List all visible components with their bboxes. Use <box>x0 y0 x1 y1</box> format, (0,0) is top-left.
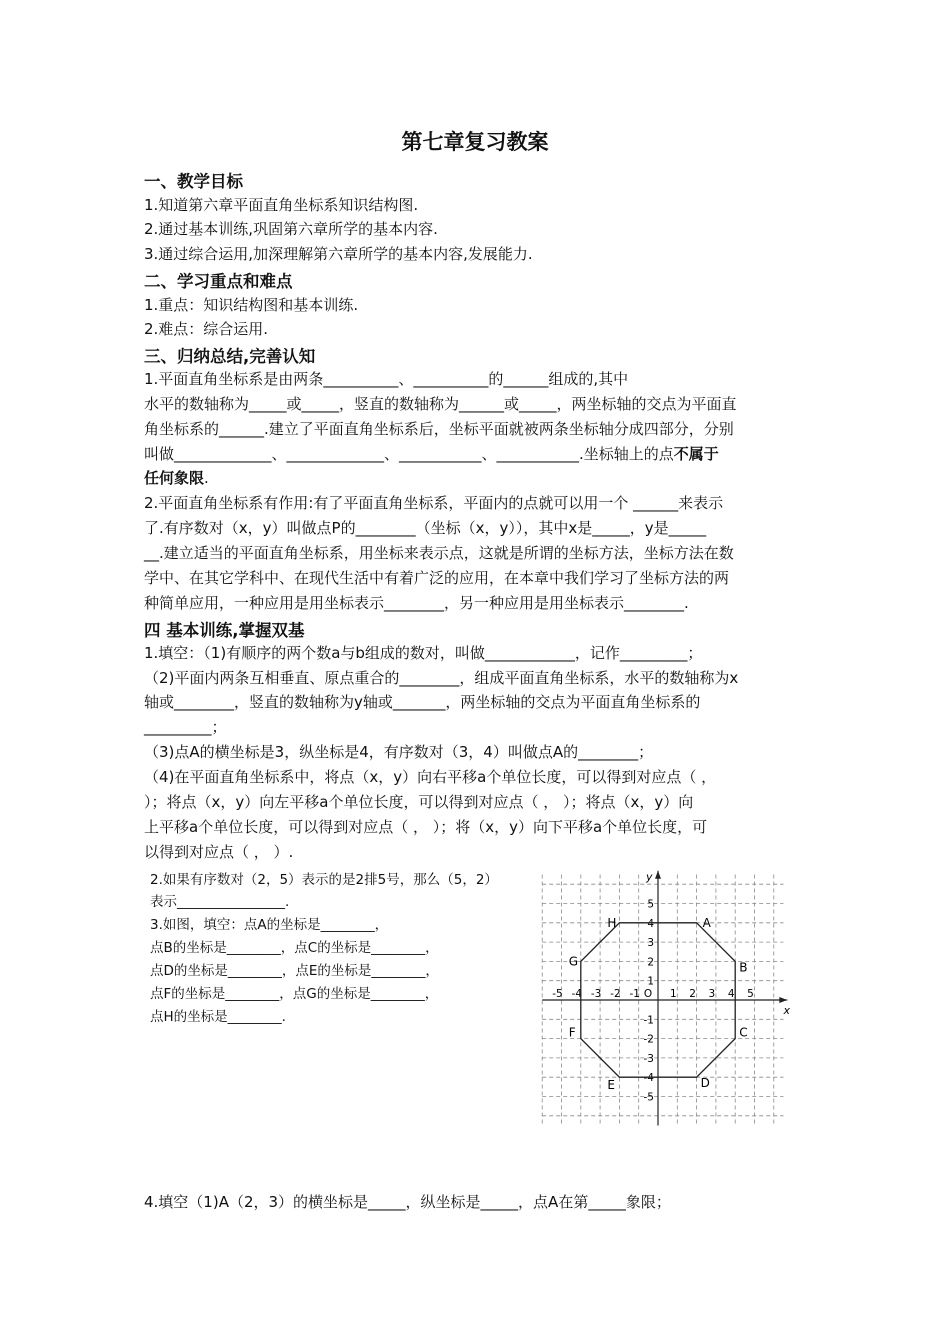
summary-line: __.建立适当的平面直角坐标系，用坐标来表示点，这就是所谓的坐标方法，坐标方法在数 <box>144 544 734 562</box>
x-tick-label: -1 <box>629 988 640 1000</box>
exercise-line: （4)在平面直角坐标系中，将点（x，y）向右平移a个单位长度，可以得到对应点（ ， <box>144 768 717 786</box>
bold-term: 不属于 <box>673 445 719 463</box>
x-axis-label: x <box>783 1004 790 1017</box>
y-axis-arrow <box>655 871 661 879</box>
y-tick-label: -1 <box>643 1014 654 1027</box>
section-3-heading: 三、归纳总结,完善认知 <box>144 347 316 366</box>
question-2: 2.如果有序数对（2，5）表示的是2排5号，那么（5，2） <box>150 872 498 888</box>
x-tick-label: 5 <box>747 988 754 1000</box>
vertex-label: C <box>739 1025 748 1040</box>
vertex-label: F <box>568 1025 576 1040</box>
summary-line: 角坐标系的______.建立了平面直角坐标系后，坐标平面就被两条坐标轴分成四部分，分别 <box>144 420 734 438</box>
x-tick-label: 4 <box>727 988 735 1000</box>
vertex-label: D <box>700 1076 710 1091</box>
x-tick-label: 3 <box>708 988 716 1000</box>
exercise-line: ）；将点（x，y）向左平移a个单位长度，可以得到对应点（ ， ）；将点（x，y）向 <box>144 793 694 811</box>
x-tick-label: 2 <box>689 988 696 1000</box>
exercise-line: 以得到对应点（ ， ）. <box>144 843 294 861</box>
y-tick-label: 1 <box>647 975 654 988</box>
y-tick-label: 2 <box>647 956 654 969</box>
summary-text: 叫做_____________、_____________、___________、___________.坐标轴上的点 <box>144 445 674 463</box>
x-tick-label: 1 <box>669 988 677 1000</box>
exercise-line: 上平移a个单位长度，可以得到对应点（ ， ）；将（x，y）向下平移a个单位长度，可 <box>144 818 708 836</box>
summary-text: . <box>204 469 209 487</box>
question-4: 4.填空（1)A（2，3）的横坐标是_____，纵坐标是_____，点A在第_____象限； <box>144 1193 671 1211</box>
x-tick-label: -2 <box>610 988 621 1000</box>
y-tick-label: -2 <box>643 1033 654 1046</box>
question-3: 点B的坐标是________，点C的坐标是________， <box>150 940 439 956</box>
objective-3: 3.通过综合运用,加深理解第六章所学的基本内容,发展能力. <box>144 245 533 263</box>
section-1-heading: 一、教学目标 <box>144 172 243 191</box>
bold-term: 任何象限 <box>144 469 205 487</box>
exercise-line: _________； <box>144 718 227 736</box>
exercise-line: 轴或________，竖直的数轴称为y轴或_______，两坐标轴的交点为平面直角坐标系的 <box>144 693 701 711</box>
key-point: 1.重点：知识结构图和基本训练. <box>144 296 359 314</box>
summary-line: 1.平面直角坐标系是由两条__________、__________的______组成的,其中 <box>144 370 629 388</box>
x-tick-label: -3 <box>590 988 602 1000</box>
y-tick-label: 5 <box>647 898 654 911</box>
vertex-label: E <box>607 1078 615 1093</box>
question-3: 点F的坐标是________，点G的坐标是________， <box>150 986 439 1002</box>
page-title: 第七章复习教案 <box>401 130 549 154</box>
exercise-line: （2)平面内两条互相垂直、原点重合的________，组成平面直角坐标系，水平的数轴称为x <box>144 669 739 687</box>
summary-line: 种简单应用，一种应用是用坐标表示________，另一种应用是用坐标表示________. <box>144 594 689 612</box>
question-3: 点H的坐标是________. <box>150 1009 286 1025</box>
exercise-line: （3)点A的横坐标是3，纵坐标是4，有序数对（3，4）叫做点A的________； <box>144 743 654 761</box>
question-2: 表示________________. <box>150 894 290 910</box>
question-3: 3.如图，填空：点A的坐标是________， <box>150 917 389 933</box>
vertex-label: A <box>702 915 711 930</box>
y-tick-label: -5 <box>643 1091 654 1104</box>
summary-line: 2.平面直角坐标系有作用:有了平面直角坐标系，平面内的点就可以用一个 ______来表示 <box>144 494 724 512</box>
x-tick-label: -5 <box>552 988 563 1000</box>
y-axis-label: y <box>646 870 653 884</box>
vertex-label: H <box>607 915 617 930</box>
y-tick-label: 3 <box>647 937 654 950</box>
difficult-point: 2.难点：综合运用. <box>144 320 269 338</box>
objective-2: 2.通过基本训练,巩固第六章所学的基本内容. <box>144 220 438 238</box>
y-tick-label: -3 <box>643 1052 654 1065</box>
x-axis-arrow <box>779 997 787 1003</box>
summary-line: 了.有序数对（x，y）叫做点P的________（坐标（x，y）），其中x是_____，y是_____ <box>144 519 707 537</box>
x-tick-label: O <box>643 988 653 1000</box>
x-tick-label: -4 <box>571 988 583 1000</box>
summary-line: 学中、在其它学科中、在现代生活中有着广泛的应用，在本章中我们学习了坐标方法的两 <box>144 569 730 587</box>
summary-line: 水平的数轴称为_____或_____，竖直的数轴称为______或_____，两坐标轴的交点为平面直 <box>144 395 737 413</box>
section-2-heading: 二、学习重点和难点 <box>144 272 293 291</box>
exercise-line: 1.填空：（1)有顺序的两个数a与b组成的数对，叫做____________，记作_________； <box>144 644 703 662</box>
question-3: 点D的坐标是________，点E的坐标是________， <box>150 963 439 979</box>
objective-1: 1.知道第六章平面直角坐标系知识结构图. <box>144 196 419 214</box>
vertex-label: B <box>739 960 748 975</box>
y-tick-label: -4 <box>643 1072 654 1085</box>
vertex-label: G <box>568 954 579 969</box>
y-tick-label: 4 <box>647 917 654 930</box>
section-4-heading: 四 基本训练,掌握双基 <box>144 621 305 640</box>
